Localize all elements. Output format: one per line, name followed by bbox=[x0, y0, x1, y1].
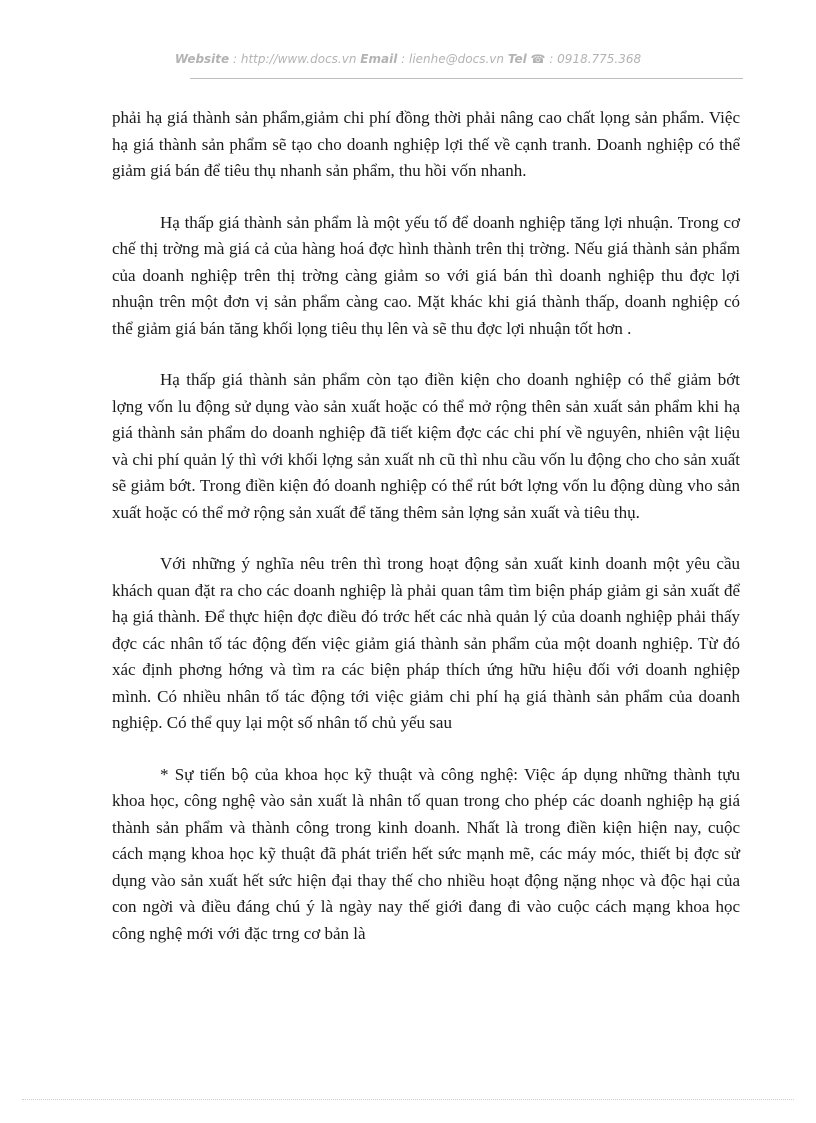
document-body bbox=[112, 105, 740, 972]
website-url[interactable]: : http://www.docs.vn bbox=[233, 52, 357, 66]
header-divider bbox=[190, 78, 743, 79]
email-address[interactable]: : lienhe@docs.vn bbox=[401, 52, 504, 66]
paragraph-4: Với những ý nghĩa nêu trên thì trong hoạt động sản xuất kinh doanh một yêu cầu khách quan đặt ra cho các doanh nghiệp là phải quan tâm tìm biện pháp giảm gi sản xuất để hạ giá thành. Để thực hiện đợc điều đó trớc hết các nhà quản lý của doanh nghiệp phải thấy đợc các nhân tố tác động đến việc giảm giá thành sản phẩm của một doanh nghiệp. Từ đó xác định phơng hớng và tìm ra các biện pháp thích ứng hữu hiệu đối với doanh nghiệp mình. Có nhiều nhân tố tác động tới việc giảm chi phí hạ giá thành sản phẩm của doanh nghiệp. Có thể quy lại một số nhân tố chủ yếu sau bbox=[112, 554, 740, 732]
paragraph-3: Hạ thấp giá thành sản phẩm còn tạo điền kiện cho doanh nghiệp có thể giảm bớt lợng vốn lu động sử dụng vào sản xuất hoặc có thể mở rộng thên sản xuất sản phẩm khi hạ giá thành sản phẩm do doanh nghiệp đã tiết kiệm đợc các chi phí về nguyên, nhiên vật liệu và chi phí quản lý thì với khối lợng sản xuất nh cũ thì nhu cầu vốn lu động cho cho sản xuất sẽ giảm bớt. Trong điền kiện đó doanh nghiệp có thể rút bớt lợng vốn lu động dùng vho sản xuất hoặc có thể mở rộng sản xuất để tăng thêm sản lợng sản xuất và tiêu thụ. bbox=[112, 370, 740, 522]
phone-icon: ☎ bbox=[530, 52, 546, 66]
paragraph-5: * Sự tiến bộ của khoa học kỹ thuật và công nghệ: Việc áp dụng những thành tựu khoa học, công nghệ vào sản xuất là nhân tố quan trong cho phép các doanh nghiệp hạ giá thành sản phẩm và thành công trong kinh doanh. Nhất là trong điền kiện hiện nay, cuộc cách mạng khoa học kỹ thuật đã phát triển hết sức mạnh mẽ, các máy móc, thiết bị đợc sử dụng vào sản xuất hết sức hiện đại thay thế cho nhiều hoạt động nặng nhọc và độc hại của con ngời và điều đáng chú ý là ngày nay thế giới đang đi vào cuộc cách mạng khoa học công nghệ mới với đặc trng cơ bản là bbox=[112, 764, 740, 943]
email-label: Email bbox=[360, 52, 398, 66]
tel-number: : 0918.775.368 bbox=[549, 52, 642, 66]
website-label: Website bbox=[174, 52, 230, 66]
footer-divider bbox=[22, 1099, 794, 1100]
paragraph-1: phải hạ giá thành sản phẩm,giảm chi phí đồng thời phải nâng cao chất lọng sản phẩm. Việc hạ giá thành sản phẩm sẽ tạo cho doanh nghiệp lợi thế về cạnh tranh. Doanh nghiệp có thể giảm giá bán để tiêu thụ nhanh sản phẩm, thu hồi vốn nhanh. bbox=[112, 108, 740, 180]
tel-label: Tel bbox=[507, 52, 527, 66]
paragraph-2: Hạ thấp giá thành sản phẩm là một yếu tố để doanh nghiệp tăng lợi nhuận. Trong cơ chế thị trờng mà giá cả của hàng hoá đợc hình thành trên thị trờng. Nếu giá thành sản phẩm của doanh nghiệp trên thị trờng càng giảm so với giá bán thì doanh nghiệp thu đợc lợi nhuận trên một đơn vị sản phẩm càng cao. Mặt khác khi giá thành thấp, doanh nghiệp có thể giảm giá bán tăng khối lọng tiêu thụ lên và sẽ thu đợc lợi nhuận tốt hơn . bbox=[112, 212, 740, 338]
page-header bbox=[0, 52, 816, 66]
